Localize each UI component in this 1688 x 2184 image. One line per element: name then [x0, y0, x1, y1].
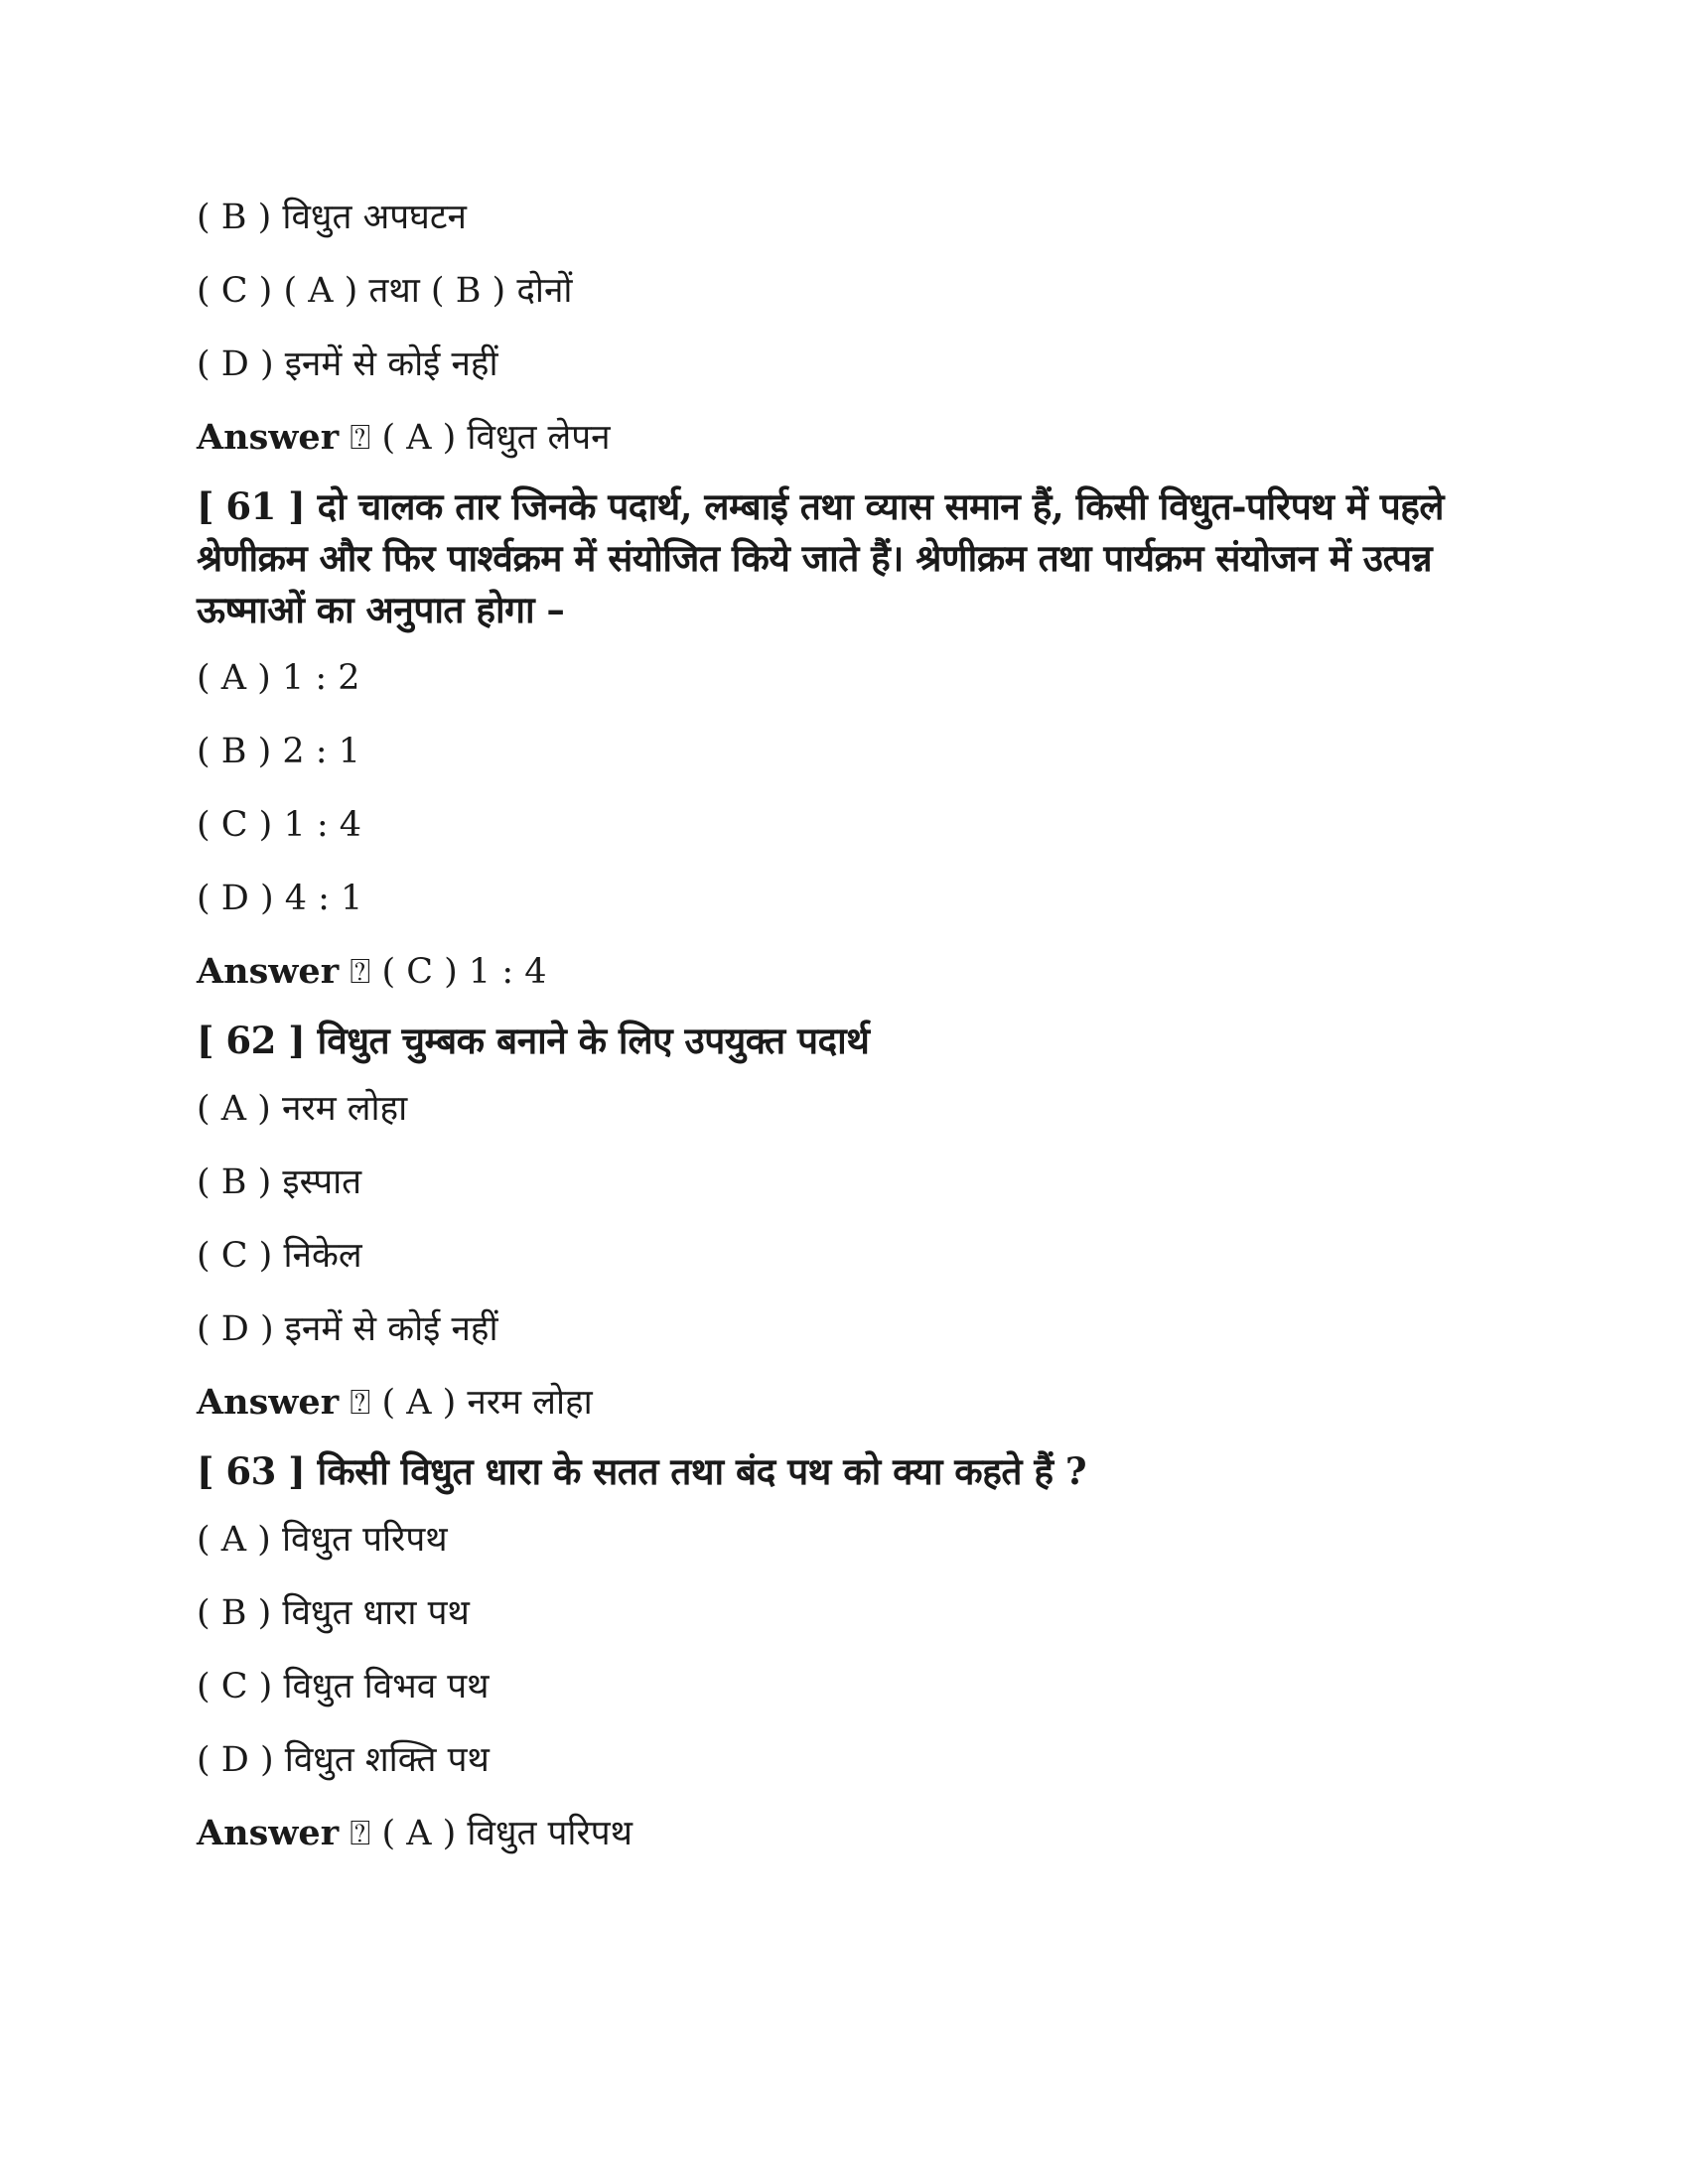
answer-label: Answer	[197, 417, 340, 458]
answer-separator-icon: ⍰	[350, 952, 371, 992]
answer-label: Answer	[197, 1382, 340, 1423]
option-c: ( C ) विधुत विभव पथ	[197, 1667, 490, 1706]
question-text: [ 61 ] दो चालक तार जिनके पदार्थ, लम्बाई तथा व्यास समान हैं, किसी विधुत-परिपथ में पहले श्रेणीक्रम और फिर पार्श्वक्रम में संयोजित किये जाते हैं। श्रेणीक्रम तथा पार्यक्रम संयोजन में उत्पन्न ऊष्माओं का अनुपात होगा –	[197, 484, 1444, 631]
question-text: [ 62 ] विधुत चुम्बक बनाने के लिए उपयुक्त पदार्थ	[197, 1019, 870, 1062]
option-a: ( A ) 1 : 2	[197, 658, 360, 698]
answer-line	[197, 1811, 1507, 1856]
answer-text: ( A ) नरम लोहा	[381, 1383, 593, 1423]
answer-line	[197, 949, 1507, 995]
question-text: [ 63 ] किसी विधुत धारा के सतत तथा बंद पथ को क्या कहते हैं ?	[197, 1449, 1087, 1493]
option-b: ( B ) विधुत अपघटन	[197, 198, 467, 237]
option-c: ( C ) ( A ) तथा ( B ) दोनों	[197, 271, 573, 311]
answer-separator-icon: ⍰	[350, 418, 371, 458]
answer-separator-icon: ⍰	[350, 1814, 371, 1853]
document-page	[197, 195, 1507, 1876]
option-d: ( D ) विधुत शक्ति पथ	[197, 1740, 490, 1780]
answer-text: ( C ) 1 : 4	[381, 952, 547, 992]
answer-line	[197, 415, 1507, 461]
option-a: ( A ) विधुत परिपथ	[197, 1520, 448, 1560]
option-a: ( A ) नरम लोहा	[197, 1089, 408, 1129]
answer-label: Answer	[197, 951, 340, 992]
question-63-block	[197, 1445, 1507, 1856]
answer-line	[197, 1380, 1507, 1426]
option-b: ( B ) विधुत धारा पथ	[197, 1593, 470, 1633]
question-61-block	[197, 480, 1507, 995]
option-c: ( C ) निकेल	[197, 1236, 362, 1276]
option-b: ( B ) इस्पात	[197, 1162, 362, 1202]
option-c: ( C ) 1 : 4	[197, 805, 362, 845]
question-62-block	[197, 1015, 1507, 1426]
option-d: ( D ) 4 : 1	[197, 879, 363, 918]
answer-label: Answer	[197, 1813, 340, 1853]
answer-text: ( A ) विधुत लेपन	[381, 418, 611, 458]
option-d: ( D ) इनमें से कोई नहीं	[197, 1309, 498, 1349]
option-b: ( B ) 2 : 1	[197, 732, 360, 771]
question-60-block	[197, 195, 1507, 461]
option-d: ( D ) इनमें से कोई नहीं	[197, 344, 498, 384]
answer-text: ( A ) विधुत परिपथ	[381, 1814, 633, 1853]
answer-separator-icon: ⍰	[350, 1383, 371, 1423]
